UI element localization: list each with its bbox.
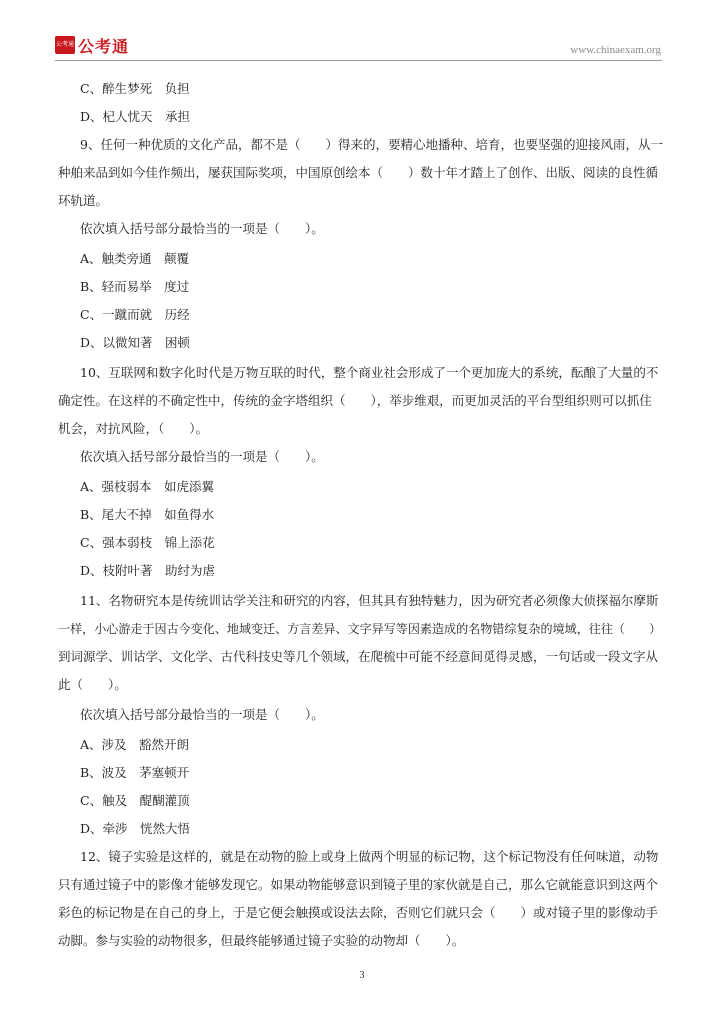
text-line: 只有通过镜子中的影像才能够发现它。如果动物能够意识到镜子里的家伙就是自己，那么它就能意识到这两个 [58,877,659,892]
text-line: A、强枝弱本 如虎添翼 [80,479,215,494]
site-url: www.chinaexam.org [570,44,661,56]
text-line: B、轻而易举 度过 [80,279,190,294]
text-line: A、触类旁通 颠覆 [80,251,190,266]
text-line: 动脚。参与实验的动物很多，但最终能够通过镜子实验的动物却（ ）。 [58,933,465,948]
logo-badge: 公考通 [55,36,75,54]
text-line: 一样，小心游走于因古今变化、地域变迁、方言差异、文字异写等因素造成的名物错综复杂的境域，往往（ ） [58,622,662,636]
text-line: 10、互联网和数字化时代是万物互联的时代，整个商业社会形成了一个更加庞大的系统，酝酿了大量的不 [80,365,659,380]
text-line: C、触及 醍醐灌顶 [80,793,190,808]
text-line: D、杞人忧天 承担 [80,109,191,124]
text-line: 12、镜子实验是这样的，就是在动物的脸上或身上做两个明显的标记物，这个标记物没有任何味道，动物 [80,849,659,864]
text-line: 依次填入括号部分最恰当的一项是（ ）。 [80,707,324,722]
text-line: 确定性。在这样的不确定性中，传统的金字塔组织（ ），举步维艰，而更加灵活的平台型组织则可以抓住 [58,393,652,408]
text-line: 此（ ）。 [58,677,127,692]
text-line: C、醉生梦死 负担 [80,81,190,96]
text-line: B、波及 茅塞顿开 [80,765,190,780]
text-line: D、枝附叶著 助纣为虐 [80,563,216,578]
text-line: 种舶来品到如今佳作频出，屡获国际奖项，中国原创绘本（ ）数十年才踏上了创作、出版、阅读的良性循 [58,165,659,180]
text-line: 环轨道。 [58,193,109,208]
text-line: C、一蹴而就 历经 [80,307,190,322]
text-line: D、以微知著 困顿 [80,335,191,350]
page-header [0,0,724,60]
text-line: 依次填入括号部分最恰当的一项是（ ）。 [80,221,324,236]
page-number: 3 [359,970,365,981]
logo-text: 公考通 [78,37,130,56]
text-line: 到词源学、训诂学、文化学、古代科技史等几个领域，在爬梳中可能不经意间觅得灵感，一句话或一段文字从 [58,649,659,664]
text-line: 彩色的标记物是在自己的身上，于是它便会触摸或设法去除，否则它们就只会（ ）或对镜子里的影像动手 [58,905,659,920]
text-line: 机会，对抗风险，（ ）。 [58,421,209,436]
text-line: 依次填入括号部分最恰当的一项是（ ）。 [80,449,324,464]
text-line: B、尾大不掉 如鱼得水 [80,507,215,522]
text-line: 9、任何一种优质的文化产品，都不是（ ）得来的，要精心地播种、培育，也要坚强的迎接风雨，从一 [80,137,663,152]
text-line: A、涉及 豁然开朗 [80,737,190,752]
text-line: D、牵涉 恍然大悟 [80,821,191,836]
header-divider [55,60,662,61]
text-line: 11、名物研究本是传统训诂学关注和研究的内容，但其具有独特魅力，因为研究者必须像大侦探福尔摩斯 [80,593,659,608]
text-line: C、强本弱枝 锦上添花 [80,535,215,550]
